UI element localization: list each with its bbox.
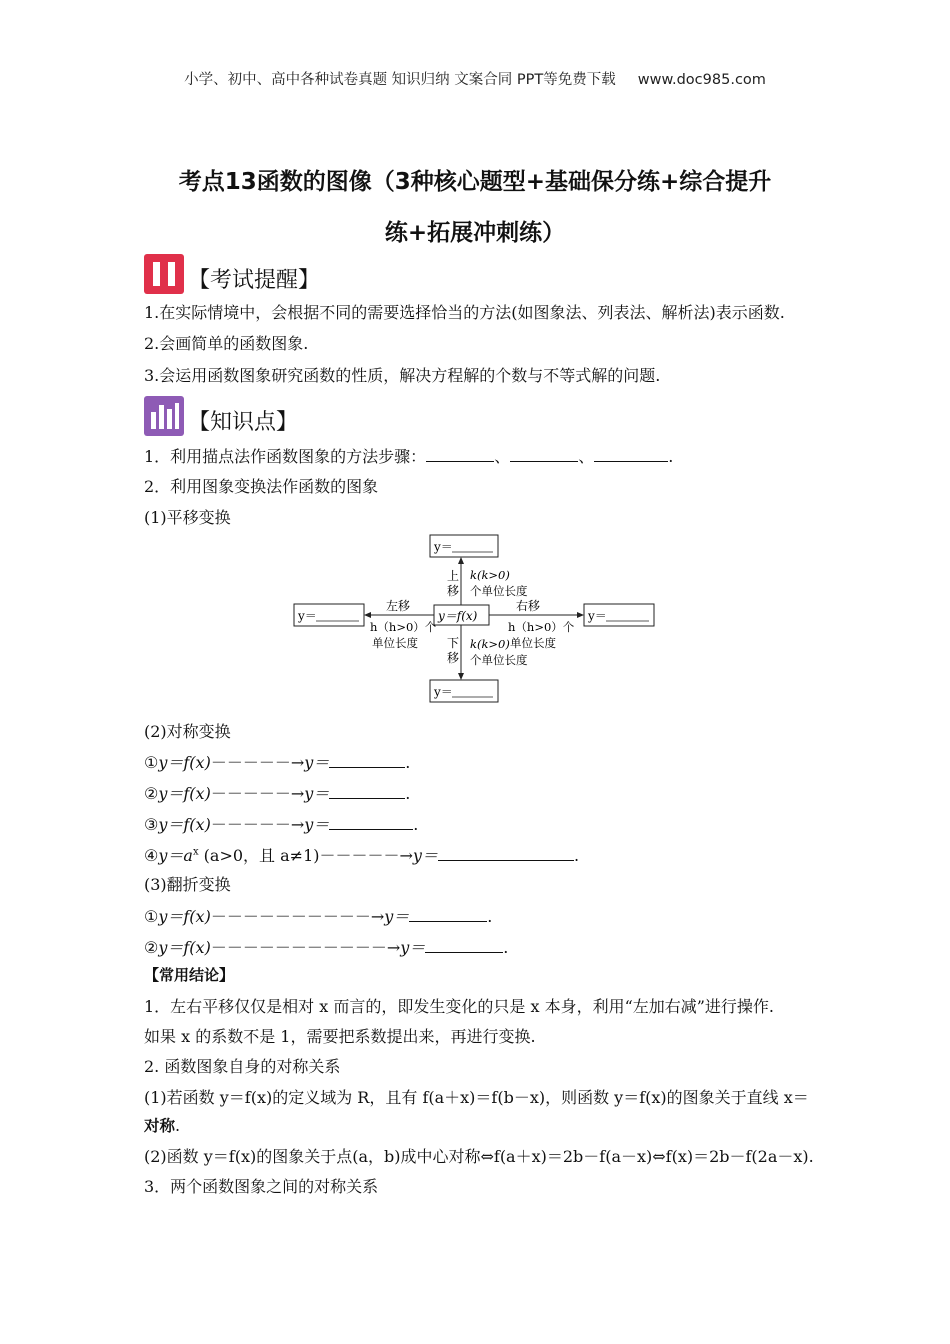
blank[interactable] <box>438 846 574 861</box>
right-text-2: 单位长度 <box>510 636 556 650</box>
exam-reminder-heading <box>144 254 320 294</box>
bottom-box-label: y＝ <box>434 685 453 699</box>
blank[interactable] <box>594 447 668 462</box>
conclusion-2-1-line2: 对称. <box>144 1116 181 1135</box>
knowledge-heading <box>144 396 298 436</box>
conclusions-heading: 【常用结论】 <box>144 966 235 984</box>
exam-item-1: 1.在实际情境中，会根据不同的需要选择恰当的方法(如图象法、列表法、解析法)表示函数. <box>144 303 785 322</box>
arrow-down-icon <box>458 673 464 680</box>
page-title-line2: 练+拓展冲刺练） <box>384 220 566 246</box>
right-label: 右移 <box>516 599 541 613</box>
left-label: 左移 <box>386 599 411 613</box>
symmetry-row-1: ①y＝f(x)－－－－－→y＝ . <box>144 753 411 772</box>
exam-item-2: 2.会画简单的函数图象. <box>144 334 309 353</box>
left-text-2: 单位长度 <box>372 636 418 650</box>
flip-subheading: (3)翻折变换 <box>144 875 231 894</box>
up-label-1: 上 <box>447 569 460 583</box>
blank[interactable] <box>329 815 413 830</box>
symmetry-row-4: $④y=a^x$ (a>0，且 a≠1)－－－－－→y＝ . <box>144 846 580 865</box>
flip-row-2: ②y＝f(x)－－－－－－－－－－－→y＝ . <box>144 938 509 957</box>
conclusion-3: 3．两个函数图象之间的对称关系 <box>144 1177 379 1196</box>
conclusion-2-1-line1: (1)若函数 y＝f(x)的定义域为 R，且有 f(a＋x)＝f(b－x)，则函数 y＝f(x)的图象关于直线 x＝ <box>144 1088 809 1107</box>
up-text-2: 个单位长度 <box>470 584 528 598</box>
exam-item-3: 3.会运用函数图象研究函数的性质，解决方程解的个数与不等式解的问题. <box>144 366 661 385</box>
down-label-2: 移 <box>447 651 460 665</box>
right-text-1: h（h>0）个 <box>508 620 575 634</box>
knowledge-item-2: 2．利用图象变换法作函数的图象 <box>144 477 379 496</box>
conclusion-2-2: (2)函数 y＝f(x)的图象关于点(a，b)成中心对称⇔f(a＋x)＝2b－f(a－x)⇔f(x)＝2b－f(2a－x). <box>144 1147 814 1166</box>
left-box-label: y＝ <box>298 609 317 623</box>
arrow-up-icon <box>458 557 464 564</box>
knowledge-title: 【知识点】 <box>188 410 299 435</box>
flip-row-1: ①y＝f(x)－－－－－－－－－－→y＝ . <box>144 907 493 926</box>
blank[interactable] <box>426 447 494 462</box>
header-site: www.doc985.com <box>637 72 766 88</box>
exam-reminder-icon <box>144 254 184 294</box>
left-text-1: h（h>0）个 <box>370 620 437 634</box>
blank[interactable] <box>409 907 487 922</box>
top-box-label: y＝ <box>434 540 453 554</box>
page-header <box>0 68 950 89</box>
arrow-left-icon <box>364 612 371 618</box>
translation-diagram <box>290 531 660 707</box>
conclusion-1-line2: 如果 x 的系数不是 1，需要把系数提出来，再进行变换. <box>144 1027 536 1046</box>
conclusion-1-line1: 1．左右平移仅仅是相对 x 而言的，即发生变化的只是 x 本身，利用“左加右减”进行操作. <box>144 997 775 1016</box>
blank[interactable] <box>329 784 405 799</box>
symmetry-row-2: ②y＝f(x)－－－－－→y＝ . <box>144 784 411 803</box>
blank[interactable] <box>510 447 578 462</box>
center-label: y＝f(x) <box>438 609 478 623</box>
exam-reminder-title: 【考试提醒】 <box>188 268 321 293</box>
knowledge-item-1: 1．利用描点法作函数图象的方法步骤： 、 、 . <box>144 447 674 466</box>
conclusion-2: 2. 函数图象自身的对称关系 <box>144 1057 341 1076</box>
up-label-2: 移 <box>447 584 460 598</box>
down-text-1: k(k>0) <box>470 637 510 651</box>
header-text: 小学、初中、高中各种试卷真题 知识归纳 文案合同 PPT等免费下载 <box>184 72 616 88</box>
blank[interactable] <box>425 938 503 953</box>
symmetry-subheading: (2)对称变换 <box>144 722 231 741</box>
bar-chart-icon <box>144 396 184 436</box>
blank[interactable] <box>329 753 405 768</box>
up-text-1: k(k>0) <box>470 568 510 582</box>
down-text-2: 个单位长度 <box>470 653 528 667</box>
arrow-right-icon <box>577 612 584 618</box>
right-box-label: y＝ <box>588 609 607 623</box>
page-title-line1: 考点13函数的图像（3种核心题型+基础保分练+综合提升 <box>178 169 772 195</box>
translation-subheading: (1)平移变换 <box>144 508 231 527</box>
down-label-1: 下 <box>447 636 460 650</box>
symmetry-row-3: ③y＝f(x)－－－－－→y＝ . <box>144 815 419 834</box>
